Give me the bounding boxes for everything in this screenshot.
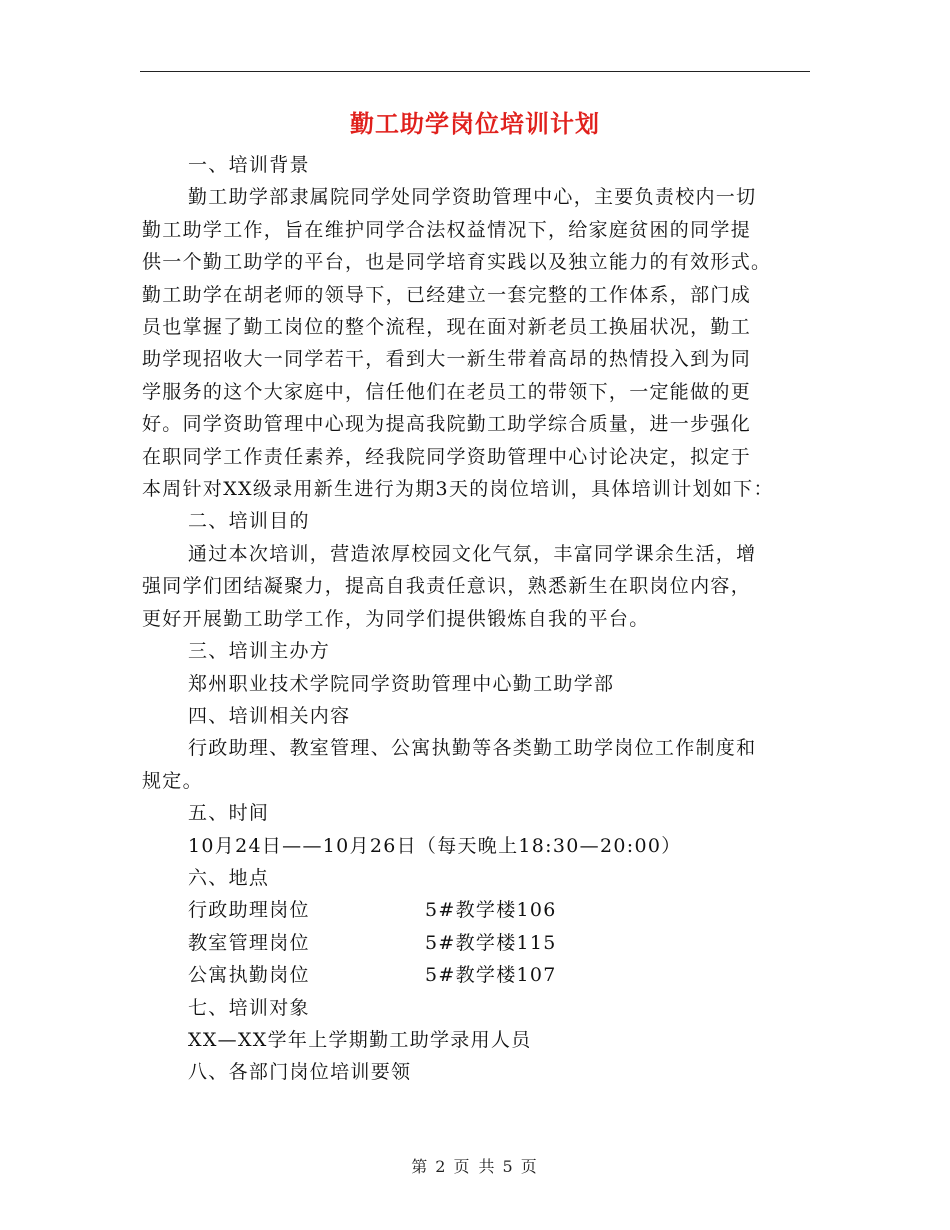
location-room: 5#教学楼107 (425, 964, 557, 987)
paragraph-line: 员也掌握了勤工岗位的整个流程，现在面对新老员工换届状况，勤工 (142, 316, 752, 339)
paragraph-line: 勤工助学工作，旨在维护同学合法权益情况下，给家庭贫困的同学提 (142, 218, 752, 241)
audience-text: XX—XX学年上学期勤工助学录用人员 (188, 1028, 532, 1051)
section-heading-content: 四、培训相关内容 (188, 704, 351, 727)
section-heading-location: 六、地点 (188, 866, 270, 889)
paragraph-line: 规定。 (142, 769, 203, 792)
page-footer (0, 1154, 950, 1177)
paragraph-line: 更好开展勤工助学工作，为同学们提供锻炼自我的平台。 (142, 607, 650, 630)
document-body (142, 149, 802, 1089)
paragraph-line: 助学现招收大一同学若干，看到大一新生带着高昂的热情投入到为同 (142, 348, 752, 371)
section-heading-purpose: 二、培训目的 (188, 510, 310, 533)
location-post: 教室管理岗位 (188, 931, 310, 954)
paragraph-line: 勤工助学部隶属院同学处同学资助管理中心，主要负责校内一切 (188, 186, 757, 209)
footer-total-pages: 5 (502, 1157, 515, 1176)
paragraph-line: 通过本次培训，营造浓厚校园文化气氛，丰富同学课余生活，增 (188, 542, 757, 565)
paragraph-line: 学服务的这个大家庭中，信任他们在老员工的带领下，一定能做的更 (142, 380, 752, 403)
location-row (142, 959, 802, 991)
paragraph-line: 在职同学工作责任素养，经我院同学资助管理中心讨论决定，拟定于 (142, 445, 752, 468)
paragraph-line: 好。同学资助管理中心现为提高我院勤工助学综合质量，进一步强化 (142, 413, 752, 436)
footer-prefix: 第 (411, 1157, 430, 1176)
footer-middle: 页 共 (453, 1157, 497, 1176)
footer-suffix: 页 (520, 1157, 539, 1176)
footer-current-page: 2 (435, 1157, 448, 1176)
location-room: 5#教学楼115 (425, 931, 557, 954)
location-post: 行政助理岗位 (188, 899, 310, 922)
location-room: 5#教学楼106 (425, 899, 557, 922)
section-heading-background: 一、培训背景 (188, 154, 310, 176)
organizer-text: 郑州职业技术学院同学资助管理中心勤工助学部 (188, 672, 615, 695)
location-post: 公寓执勤岗位 (188, 964, 310, 987)
paragraph-line: 行政助理、教室管理、公寓执勤等各类勤工助学岗位工作制度和 (188, 737, 757, 760)
paragraph-line: 勤工助学在胡老师的领导下，已经建立一套完整的工作体系，部门成 (142, 283, 752, 306)
section-heading-time: 五、时间 (188, 802, 270, 825)
section-heading-organizer: 三、培训主办方 (188, 640, 331, 663)
paragraph-line: 供一个勤工助学的平台，也是同学培育实践以及独立能力的有效形式。 (142, 251, 772, 274)
time-text: 10月24日——10月26日（每天晚上18:30—20:00） (188, 834, 682, 857)
location-row (142, 927, 802, 959)
section-heading-audience: 七、培训对象 (188, 996, 310, 1019)
paragraph-line: 强同学们团结凝聚力，提高自我责任意识，熟悉新生在职岗位内容， (142, 575, 752, 598)
section-heading-essentials: 八、各部门岗位培训要领 (188, 1061, 412, 1084)
document-title: 勤工助学岗位培训计划 (350, 109, 600, 138)
paragraph-line: 本周针对XX级录用新生进行为期3天的岗位培训，具体培训计划如下： (142, 478, 774, 501)
location-row (142, 894, 802, 926)
header-rule (140, 71, 810, 72)
